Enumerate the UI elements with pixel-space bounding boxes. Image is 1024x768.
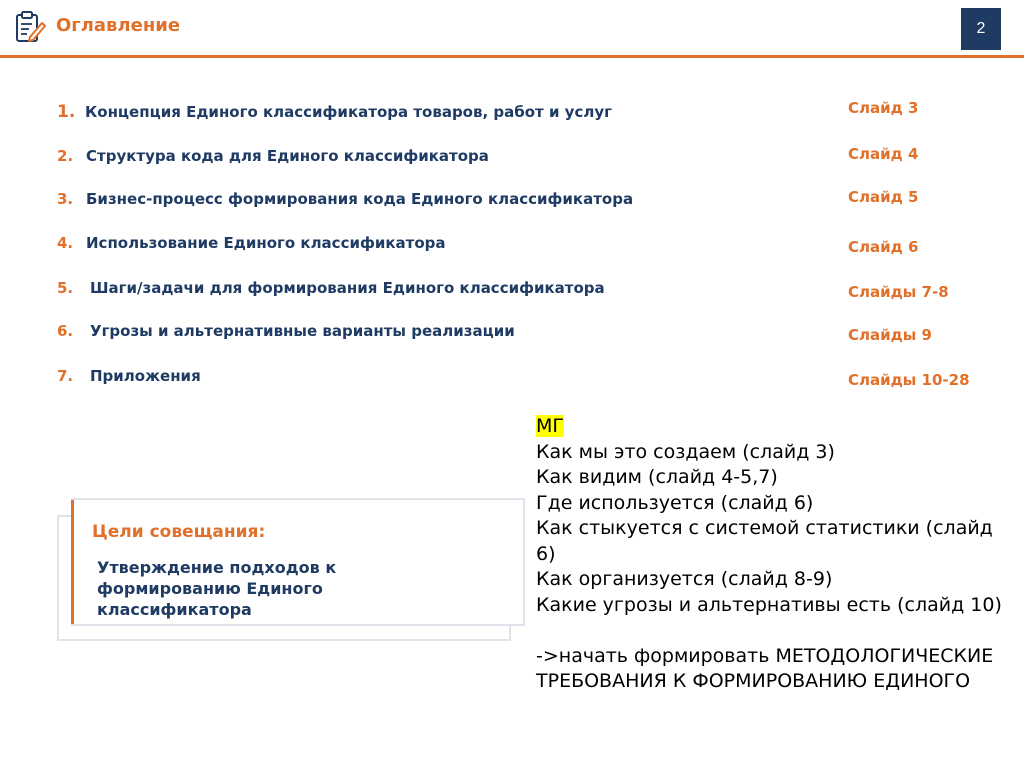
notes-line: Какие угрозы и альтернативы есть (слайд 10) <box>536 593 1002 616</box>
toc-item-slide[interactable]: Слайд 3 <box>848 99 919 117</box>
header-divider <box>0 55 1024 58</box>
toc-item-number: 4. <box>57 234 74 252</box>
toc-item-title: Использование Единого классификатора <box>86 234 446 252</box>
page-title: Оглавление <box>56 15 181 36</box>
notes-line: Где используется (слайд 6) <box>536 491 814 514</box>
notes-tag: МГ <box>536 415 564 437</box>
goals-heading: Цели совещания: <box>92 522 266 542</box>
toc-item-slide[interactable]: Слайды 7-8 <box>848 283 949 301</box>
goals-card-accent-bar <box>71 500 74 624</box>
toc-item[interactable] <box>57 147 489 165</box>
toc-item-number: 6. <box>57 322 74 340</box>
toc-item-slide[interactable]: Слайд 6 <box>848 238 919 256</box>
toc-item[interactable] <box>57 234 446 252</box>
notes-line: Как организуется (слайд 8-9) <box>536 568 833 590</box>
toc-item-title: Структура кода для Единого классификатора <box>86 147 489 165</box>
toc-item[interactable] <box>57 102 612 122</box>
toc-item-number: 5. <box>57 279 74 297</box>
toc-item-title: Шаги/задачи для формирования Единого классификатора <box>90 279 605 297</box>
goals-text: Утверждение подходов к формированию Единого классификатора <box>97 558 337 619</box>
toc-item-title: Концепция Единого классификатора товаров, работ и услуг <box>85 103 612 121</box>
notes-line: Как видим (слайд 4-5,7) <box>536 466 778 488</box>
toc-item[interactable] <box>57 322 515 340</box>
toc-item-title: Бизнес-процесс формирования кода Единого классификатора <box>86 190 634 208</box>
toc-item-slide[interactable]: Слайд 5 <box>848 188 919 206</box>
toc-item-title: Приложения <box>90 367 201 385</box>
toc-item-number: 7. <box>57 367 74 385</box>
notes-line: Как стыкуется с системой статистики (слайд 6) <box>536 517 993 565</box>
clipboard-edit-icon <box>14 10 46 44</box>
toc-item-number: 2. <box>57 147 74 165</box>
notes-line <box>536 618 1016 644</box>
page-number-badge: 2 <box>961 8 1001 50</box>
toc-item-number: 3. <box>57 190 74 208</box>
notes-line: ->начать формировать МЕТОДОЛОГИЧЕСКИЕ ТРЕБОВАНИЯ К ФОРМИРОВАНИЮ ЕДИНОГО <box>536 644 994 692</box>
toc-item-number: 1. <box>57 102 76 122</box>
notes-line: Как мы это создаем (слайд 3) <box>536 440 835 463</box>
toc-item[interactable] <box>57 279 605 297</box>
toc-item-slide[interactable]: Слайды 9 <box>848 326 932 344</box>
toc-item[interactable] <box>57 367 201 385</box>
toc-item-slide[interactable]: Слайд 4 <box>848 145 919 163</box>
toc-item[interactable] <box>57 190 633 208</box>
toc-item-title: Угрозы и альтернативные варианты реализации <box>90 322 515 340</box>
toc-item-slide[interactable]: Слайды 10-28 <box>848 371 970 389</box>
speaker-notes <box>536 414 1016 695</box>
